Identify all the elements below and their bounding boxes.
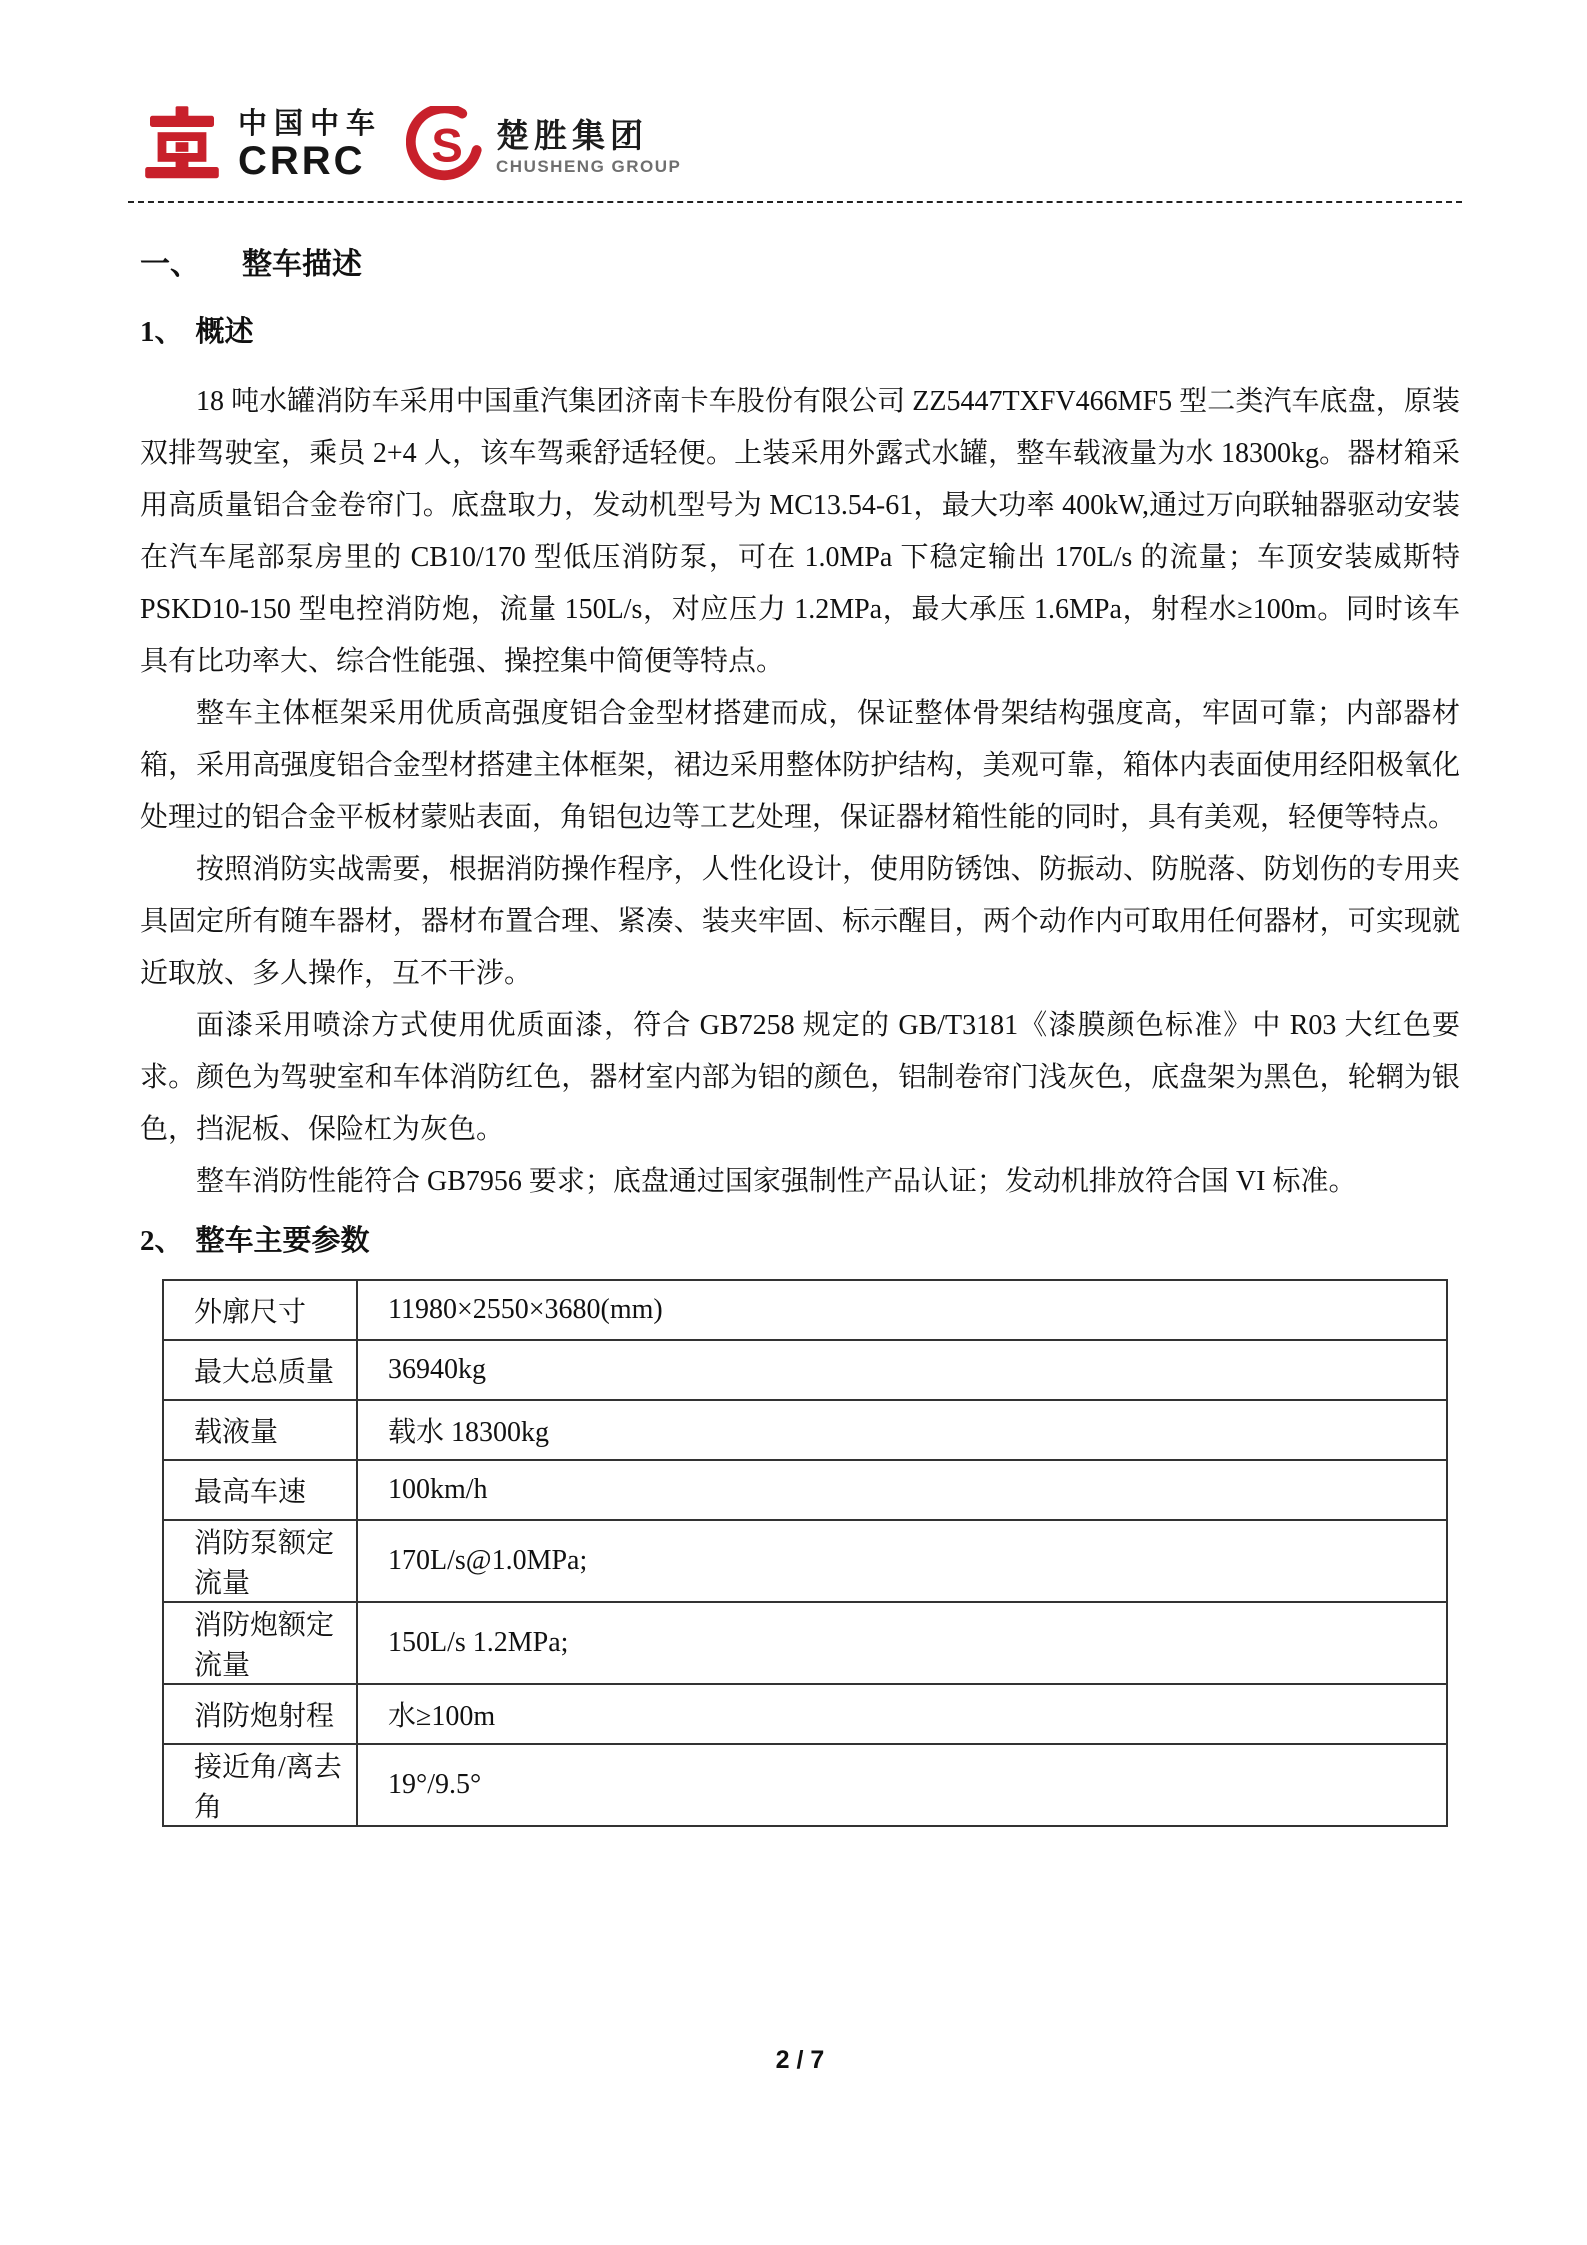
page-header bbox=[0, 0, 1587, 187]
table-row bbox=[163, 1400, 1447, 1460]
subsection-title: 概述 bbox=[195, 316, 254, 348]
chusheng-logo-en-text: CHUSHENG GROUP bbox=[496, 156, 682, 176]
spec-value: 170L/s@1.0MPa; bbox=[357, 1520, 1447, 1602]
svg-text:S: S bbox=[431, 118, 463, 172]
chusheng-logo-cn-text: 楚胜集团 bbox=[496, 116, 649, 154]
crrc-logo-en-text: CRRC bbox=[238, 139, 366, 183]
paragraph: 按照消防实战需要，根据消防操作程序，人性化设计，使用防锈蚀、防振动、防脱落、防划伤的专用夹具固定所有随车器材，器材布置合理、紧凑、装夹牢固、标示醒目，两个动作内可取用任何器材，可实现就近取放、多人操作，互不干涉。 bbox=[140, 853, 1460, 989]
spec-table bbox=[162, 1279, 1448, 1827]
subsection-number: 1、 bbox=[140, 316, 184, 348]
document-body bbox=[140, 247, 1460, 1827]
spec-value: 36940kg bbox=[357, 1340, 1447, 1400]
table-row bbox=[163, 1340, 1447, 1400]
spec-label: 消防炮射程 bbox=[163, 1684, 357, 1744]
spec-label: 外廓尺寸 bbox=[163, 1280, 357, 1340]
table-row bbox=[163, 1520, 1447, 1602]
crrc-emblem-icon bbox=[142, 106, 222, 185]
spec-label: 载液量 bbox=[163, 1400, 357, 1460]
section-number: 一、 bbox=[140, 248, 200, 281]
page-footer bbox=[140, 2046, 1460, 2075]
chusheng-logo bbox=[406, 106, 681, 187]
spec-value: 载水 18300kg bbox=[357, 1400, 1447, 1460]
table-row bbox=[163, 1280, 1447, 1340]
page-number: 2 / 7 bbox=[775, 2046, 825, 2074]
paragraph: 18 吨水罐消防车采用中国重汽集团济南卡车股份有限公司 ZZ5447TXFV466MF5 型二类汽车底盘，原装双排驾驶室，乘员 2+4 人，该车驾乘舒适轻便。上装采用外露式水罐，整车载液量为水 18300kg。器材箱采用高质量铝合金卷帘门。底盘取力，发动机型号为 MC13.54-61，最大功率 400kW,通过万向联轴器驱动安装在汽车尾部泵房里的 CB10/170 型低压消防泵，可在 1.0MPa 下稳定输出 170L/s 的流量；车顶安装威斯特 PSKD10-150 型电控消防炮，流量 150L/s，对应压力 1.2MPa，最大承压 1.6MPa，射程水≥100m。同时该车具有比功率大、综合性能强、操控集中简便等特点。 bbox=[140, 385, 1460, 677]
table-row bbox=[163, 1744, 1447, 1826]
crrc-logo-cn-text: 中国中车 bbox=[238, 108, 383, 140]
subsection-heading-overview bbox=[140, 315, 1460, 350]
spec-value: 19°/9.5° bbox=[357, 1744, 1447, 1826]
spec-label: 消防炮额定流量 bbox=[163, 1602, 357, 1684]
table-row bbox=[163, 1602, 1447, 1684]
section-title: 整车描述 bbox=[242, 248, 362, 281]
spec-value: 100km/h bbox=[357, 1460, 1447, 1520]
paragraph: 面漆采用喷涂方式使用优质面漆，符合 GB7258 规定的 GB/T3181《漆膜颜色标准》中 R03 大红色要求。颜色为驾驶室和车体消防红色，器材室内部为铝的颜色，铝制卷帘门浅灰色，底盘架为黑色，轮辋为银色，挡泥板、保险杠为灰色。 bbox=[140, 1009, 1460, 1145]
crrc-logo bbox=[142, 106, 382, 185]
spec-value: 150L/s 1.2MPa; bbox=[357, 1602, 1447, 1684]
section-heading-1 bbox=[140, 247, 1460, 283]
spec-label: 最大总质量 bbox=[163, 1340, 357, 1400]
logo-row bbox=[142, 106, 1587, 187]
spec-value: 水≥100m bbox=[357, 1684, 1447, 1744]
spec-value: 11980×2550×3680(mm) bbox=[357, 1280, 1447, 1340]
table-row bbox=[163, 1684, 1447, 1744]
spec-label: 最高车速 bbox=[163, 1460, 357, 1520]
overview-paragraphs bbox=[140, 376, 1460, 1208]
header-divider-line bbox=[128, 201, 1462, 203]
subsection-title: 整车主要参数 bbox=[195, 1224, 370, 1257]
table-row bbox=[163, 1460, 1447, 1520]
spec-label: 接近角/离去角 bbox=[163, 1744, 357, 1826]
paragraph: 整车消防性能符合 GB7956 要求；底盘通过国家强制性产品认证；发动机排放符合国 VI 标准。 bbox=[196, 1165, 1357, 1197]
subsection-heading-parameters bbox=[140, 1224, 1460, 1259]
subsection-number: 2、 bbox=[140, 1224, 184, 1257]
paragraph: 整车主体框架采用优质高强度铝合金型材搭建而成，保证整体骨架结构强度高，牢固可靠；内部器材箱，采用高强度铝合金型材搭建主体框架，裙边采用整体防护结构，美观可靠，箱体内表面使用经阳极氧化处理过的铝合金平板材蒙贴表面，角铝包边等工艺处理，保证器材箱性能的同时，具有美观，轻便等特点。 bbox=[140, 697, 1460, 833]
chusheng-emblem-icon bbox=[406, 106, 482, 187]
spec-label: 消防泵额定流量 bbox=[163, 1520, 357, 1602]
